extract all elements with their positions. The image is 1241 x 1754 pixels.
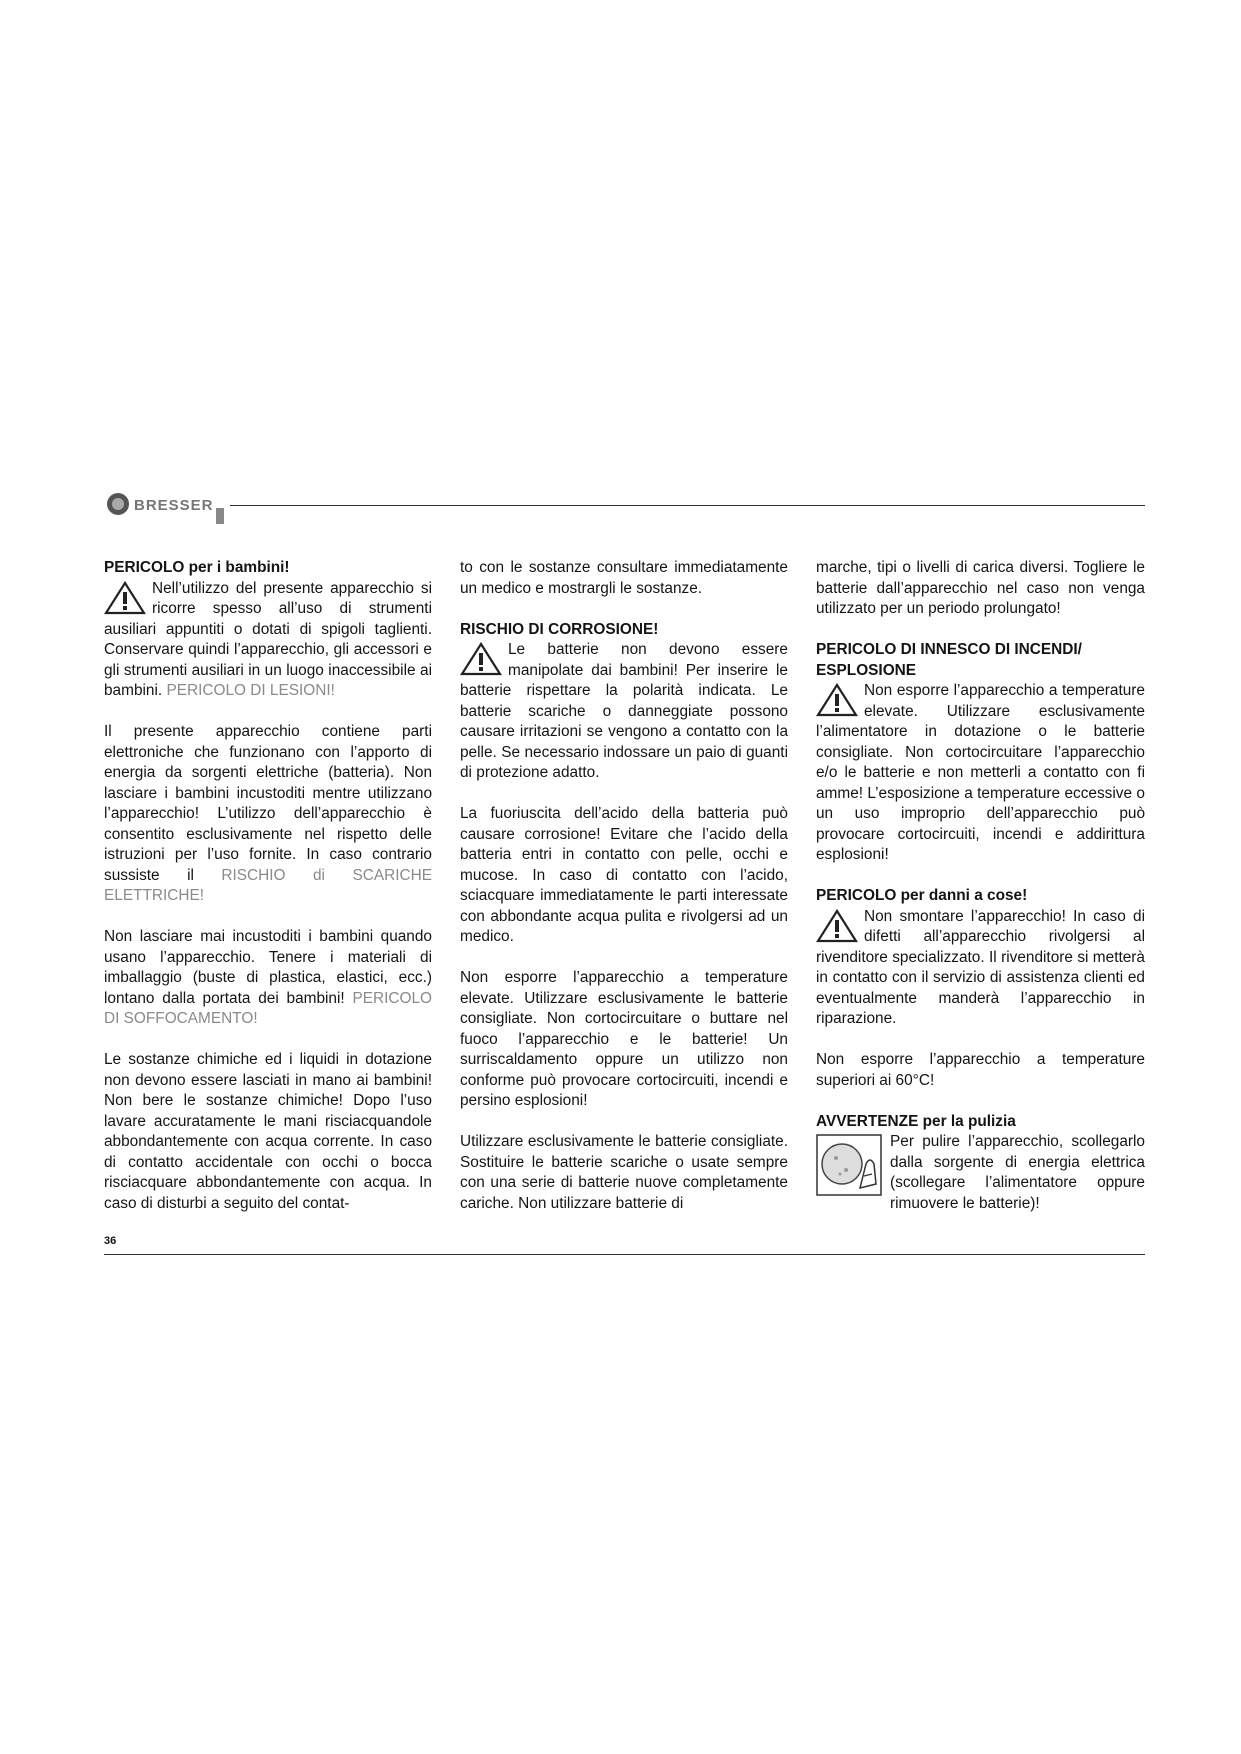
column-1 [104,558,432,1214]
warning-triangle-icon [816,909,858,943]
column-2 [460,558,788,1214]
paragraph: Utilizzare esclusivamente le batterie consigliate. Sostituire le batterie scariche o usate sempre con una serie di batterie nuove completamente cariche. Non utilizzare batterie di [460,1133,788,1212]
page-number: 36 [104,1235,117,1247]
paragraph: marche, tipi o livelli di carica diversi. Togliere le batterie dall’apparecchio nel caso non venga utilizzato per un periodo prolungato! [816,559,1145,617]
column-3 [816,558,1145,1214]
footer-rule [104,1254,1145,1255]
paragraph: Il presente apparecchio contiene parti elettroniche che funzionano con l’apporto di energia da sorgenti elettriche (batteria). Non lasciare i bambini incustoditi mentre utilizzano l’apparecchio! L’utilizzo dell’apparecchio è consentito esclusivamente nel rispetto delle istruzioni per l’uso fornite. In caso contrario sussiste il RISCHIO di SCARICHE ELETTRICHE! [104,723,432,904]
warning-triangle-icon [104,581,146,615]
paragraph: Non smontare l’apparecchio! In caso di difetti all’apparecchio rivolgersi al rivenditore specializzato. Il rivenditore si metterà in contatto con il servizio di assistenza clienti ed eventualmente manderà l’apparecchio in riparazione. [816,907,1145,1027]
heading-danger-children: PERICOLO per i bambini! [104,559,290,576]
paragraph: Le sostanze chimiche ed i liquidi in dotazione non devono essere lasciati in mano ai bambini! Non bere le sostanze chimiche! Dopo l’uso lavare accuratamente le mani risciacquandole abbondantemente con acqua corrente. In caso di contatto accidentale con occhi o bocca risciacquare abbondantemente con acqua. In caso di disturbi a seguito del contat- [104,1051,432,1212]
heading-property-damage: PERICOLO per danni a cose! [816,887,1028,904]
heading-fire-explosion: PERICOLO DI INNESCO DI INCENDI/ ESPLOSIONE [816,641,1082,679]
paragraph: Non esporre l’apparecchio a temperature elevate. Utilizzare esclusivamente l’alimentatore in dotazione o le batterie consigliate. Non cortocircuitare l’apparecchio e/o le batterie e non metterli a contatto con fi amme! L’esposizione a temperature eccessive o un uso improprio dell’apparecchio può provocare cortocircuiti, incendi e addirittura esplosioni! [816,682,1145,863]
paragraph: La fuoriuscita dell’acido della batteria può causare corrosione! Evitare che l’acido della batteria entri in contatto con pelle, occhi e mucose. In caso di contatto con l’acido, sciacquare immediatamente le parti interessate con abbondante acqua pulita e rivolgersi ad un medico. [460,805,788,945]
warning-text: PERICOLO DI LESIONI! [166,682,335,699]
paragraph: Le batterie non devono essere manipolate dai bambini! Per inserire le batterie rispettare la polarità indicata. Le batterie scariche o danneggiate possono causare irritazioni se vengono a contatto con la pelle. Se necessario indossare un paio di guanti di protezione adatto. [460,641,788,781]
warning-triangle-icon [460,642,502,676]
paragraph: to con le sostanze consultare immediatamente un medico e mostrargli le sostanze. [460,559,788,597]
paragraph: Non esporre l’apparecchio a temperature superiori ai 60°C! [816,1051,1145,1089]
warning-text: RISCHIO di SCARICHE ELETTRICHE! [104,866,432,904]
warning-text: PERICOLO DI SOFFOCAMENTO! [104,989,432,1027]
paragraph: Per pulire l’apparecchio, scollegarlo dalla sorgente di energia elettrica (scollegare l’alimentatore oppure rimuovere le batterie)! [890,1133,1145,1212]
paragraph: Non lasciare mai incustoditi i bambini quando usano l’apparecchio. Tenere i materiali di imballaggio (buste di plastica, elastici, ecc.) lontano dalla portata dei bambini! PERICOLO DI SOFFOCAMENTO! [104,928,432,1027]
bresser-logo [104,486,234,530]
heading-corrosion-risk: RISCHIO DI CORROSIONE! [460,620,659,638]
heading-cleaning-notes: AVVERTENZE per la pulizia [816,1112,1016,1130]
brand-name: BRESSER [134,497,214,514]
paragraph: Nell’utilizzo del presente apparecchio si ricorre spesso all’uso di strumenti ausiliari appuntiti o dotati di spigoli taglienti. Conservare quindi l’apparecchio, gli accessori e gli strumenti ausiliari in un luogo inaccessibile ai bambini. PERICOLO DI LESIONI! [104,579,432,699]
header-rule [230,505,1145,506]
cleaning-icon [816,1134,882,1196]
paragraph: Non esporre l’apparecchio a temperature elevate. Utilizzare esclusivamente le batterie consigliate. Non cortocircuitare o buttare nel fuoco l’apparecchio e le batterie! Un surriscaldamento oppure un utilizzo non conforme può provocare cortocircuiti, incendi e persino esplosioni! [460,969,788,1109]
warning-triangle-icon [816,683,858,717]
